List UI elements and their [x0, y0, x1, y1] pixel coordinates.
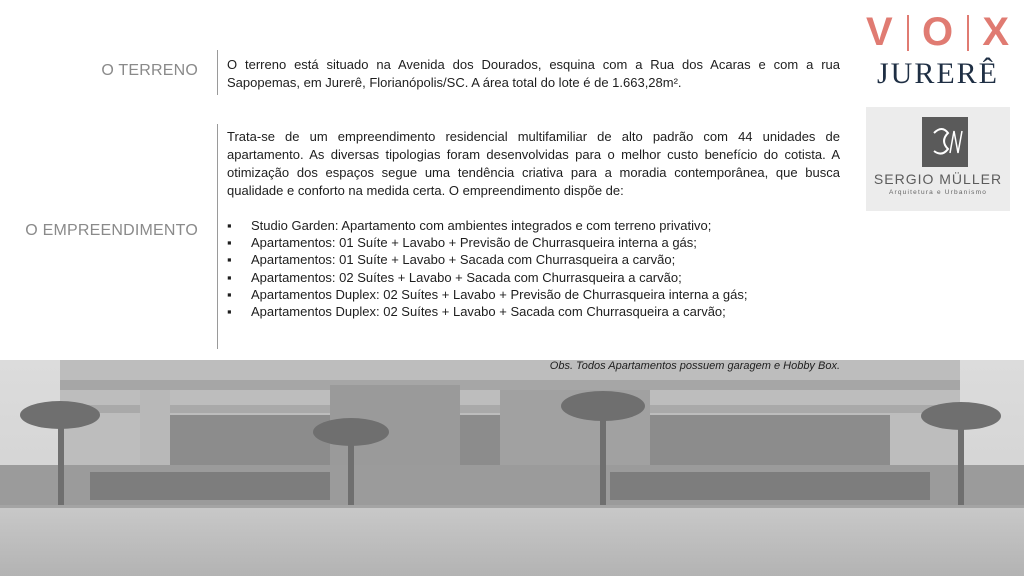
vox-logo-subtitle: JURERÊ — [876, 57, 999, 90]
sergio-muller-name: SERGIO MÜLLER — [873, 171, 1003, 187]
bullet-icon: ▪ — [227, 286, 232, 302]
section-divider-empreendimento — [217, 124, 218, 349]
section-label-empreendimento: O EMPREENDIMENTO — [25, 222, 198, 239]
bullet-icon: ▪ — [227, 304, 232, 320]
unit-types-list — [227, 217, 847, 320]
list-item: ▪ Studio Garden: Apartamento com ambientes integrados e com terreno privativo; — [227, 218, 712, 233]
list-item: ▪ Apartamentos: 01 Suíte + Lavabo + Sacada com Churrasqueira a carvão; — [227, 252, 676, 268]
sergio-muller-monogram-icon — [922, 117, 968, 167]
building-photo — [0, 360, 1024, 576]
vox-letter-v: V — [866, 10, 894, 54]
vox-letter-o: O — [921, 10, 955, 54]
list-item: ▪ Apartamentos: 01 Suíte + Lavabo + Previsão de Churrasqueira interna a gás; — [227, 235, 697, 251]
bullet-icon: ▪ — [227, 252, 232, 268]
apartments-note: Obs. Todos Apartamentos possuem garagem e Hobby Box. — [549, 360, 840, 372]
bullet-icon: ▪ — [227, 235, 232, 251]
list-item: ▪ Apartamentos Duplex: 02 Suítes + Lavabo + Sacada com Churrasqueira a carvão; — [227, 304, 726, 320]
vox-logo — [866, 10, 1010, 55]
list-item: ▪ Apartamentos Duplex: 02 Suítes + Lavabo + Previsão de Churrasqueira interna a gás; — [227, 286, 748, 302]
bullet-icon: ▪ — [227, 269, 232, 285]
list-item: ▪ Apartamentos: 02 Suítes + Lavabo + Sacada com Churrasqueira a carvão; — [227, 269, 682, 285]
vox-letter-x: X — [982, 10, 1010, 54]
terreno-description: O terreno está situado na Avenida dos Dourados, esquina com a Rua dos Acaras e com a rua Sapopemas, em Jurerê, Florianópolis/SC. A área total do lote é de 1.663,28m². — [227, 57, 840, 90]
section-divider-terreno — [217, 50, 218, 95]
bullet-icon: ▪ — [227, 218, 232, 233]
logo-separator — [907, 15, 909, 51]
empreendimento-description: Trata-se de um empreendimento residencial multifamiliar de alto padrão com 44 unidades de apartamento. As diversas tipologias foram desenvolvidas para o melhor custo benefício do cotista. A otimização dos espaços segue uma tendência criativa para a moradia contemporânea, que busca qualidade e conforto na medida certa. O empreendimento dispõe de: — [227, 129, 840, 198]
section-label-terreno: O TERRENO — [101, 62, 198, 79]
logo-separator — [967, 15, 969, 51]
sergio-muller-tagline: Arquitetura e Urbanismo — [888, 189, 988, 196]
